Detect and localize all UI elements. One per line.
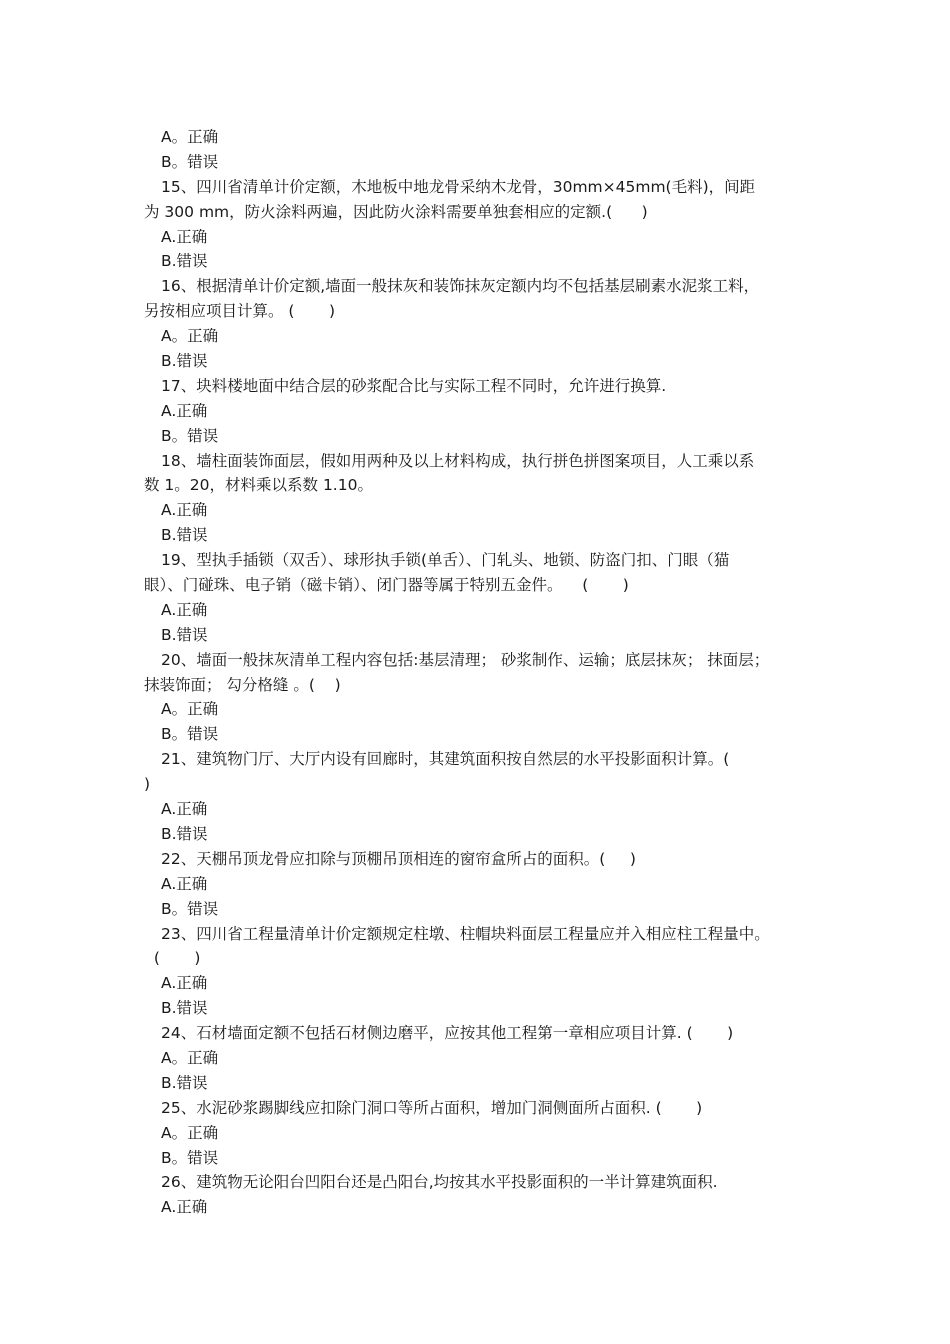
question-text-continued: ( ) bbox=[144, 949, 201, 968]
document-body bbox=[144, 125, 819, 1220]
answer-option: B。错误 bbox=[161, 426, 219, 445]
answer-option: B.错误 bbox=[161, 1073, 208, 1092]
question-text-continued: 为 300 mm，防火涂料两遍，因此防火涂料需要单独套相应的定额.( ) bbox=[144, 202, 648, 221]
question-text: 19、型执手插锁（双舌）、球形执手锁(单舌）、门轧头、地锁、防盗门扣、门眼（猫 bbox=[161, 551, 730, 570]
answer-option: A.正确 bbox=[161, 974, 208, 993]
question-text-continued: 另按相应项目计算。 ( ) bbox=[144, 302, 336, 321]
answer-option: A.正确 bbox=[161, 401, 208, 420]
answer-option: B.错误 bbox=[161, 625, 208, 644]
answer-option: B。错误 bbox=[161, 899, 219, 918]
question-text: 22、天棚吊顶龙骨应扣除与顶棚吊顶相连的窗帘盒所占的面积。( ) bbox=[161, 849, 636, 868]
answer-option: A.正确 bbox=[161, 800, 208, 819]
answer-option: B.错误 bbox=[161, 824, 208, 843]
question-text: 16、根据清单计价定额,墙面一般抹灰和装饰抹灰定额内均不包括基层刷素水泥浆工料， bbox=[161, 277, 760, 296]
answer-option: A。正确 bbox=[161, 327, 219, 346]
answer-option: A.正确 bbox=[161, 501, 208, 520]
question-text: 23、四川省工程量清单计价定额规定柱墩、柱帽块料面层工程量应并入相应柱工程量中。 bbox=[161, 924, 770, 943]
answer-option: A。正确 bbox=[161, 1123, 219, 1142]
answer-option: A。正确 bbox=[161, 128, 219, 146]
question-text: 20、墙面一般抹灰清单工程内容包括:基层清理； 砂浆制作、运输；底层抹灰； 抹面层； bbox=[161, 650, 770, 669]
answer-option: B.错误 bbox=[161, 252, 208, 271]
answer-option: A。正确 bbox=[161, 1048, 219, 1067]
question-text-continued: 抹装饰面； 勾分格缝 。( ) bbox=[144, 675, 341, 694]
question-text: 26、建筑物无论阳台凹阳台还是凸阳台,均按其水平投影面积的一半计算建筑面积. bbox=[161, 1173, 718, 1192]
question-text: 15、四川省清单计价定额，木地板中地龙骨采纳木龙骨，30mm×45mm(毛料)，间距 bbox=[161, 177, 756, 196]
answer-option: B.错误 bbox=[161, 999, 208, 1018]
answer-option: A.正确 bbox=[161, 227, 208, 246]
question-text: 24、石材墙面定额不包括石材侧边磨平，应按其他工程第一章相应项目计算. ( ) bbox=[161, 1024, 734, 1043]
question-text: 25、水泥砂浆踢脚线应扣除门洞口等所占面积，增加门洞侧面所占面积. ( ) bbox=[161, 1098, 703, 1117]
question-text: 17、块料楼地面中结合层的砂浆配合比与实际工程不同时，允许进行换算. bbox=[161, 376, 667, 395]
question-text: 21、建筑物门厅、大厅内设有回廊时，其建筑面积按自然层的水平投影面积计算。( bbox=[161, 750, 730, 769]
answer-option: B.错误 bbox=[161, 526, 208, 545]
question-text: 18、墙柱面装饰面层，假如用两种及以上材料构成，执行拼色拼图案项目，人工乘以系 bbox=[161, 451, 755, 470]
answer-option: B。错误 bbox=[161, 725, 219, 744]
question-text-continued: ) bbox=[144, 775, 151, 794]
answer-option: B。错误 bbox=[161, 1148, 219, 1167]
answer-option: B.错误 bbox=[161, 352, 208, 371]
answer-option: A。正确 bbox=[161, 700, 219, 719]
answer-option: A.正确 bbox=[161, 600, 208, 619]
question-text-continued: 眼）、门碰珠、电子销（磁卡销）、闭门器等属于特别五金件。 ( ) bbox=[144, 576, 629, 595]
answer-option: A.正确 bbox=[161, 874, 208, 893]
answer-option: B。错误 bbox=[161, 152, 219, 171]
question-text-continued: 数 1。20，材料乘以系数 1.10。 bbox=[144, 476, 373, 495]
answer-option: A.正确 bbox=[161, 1198, 208, 1217]
